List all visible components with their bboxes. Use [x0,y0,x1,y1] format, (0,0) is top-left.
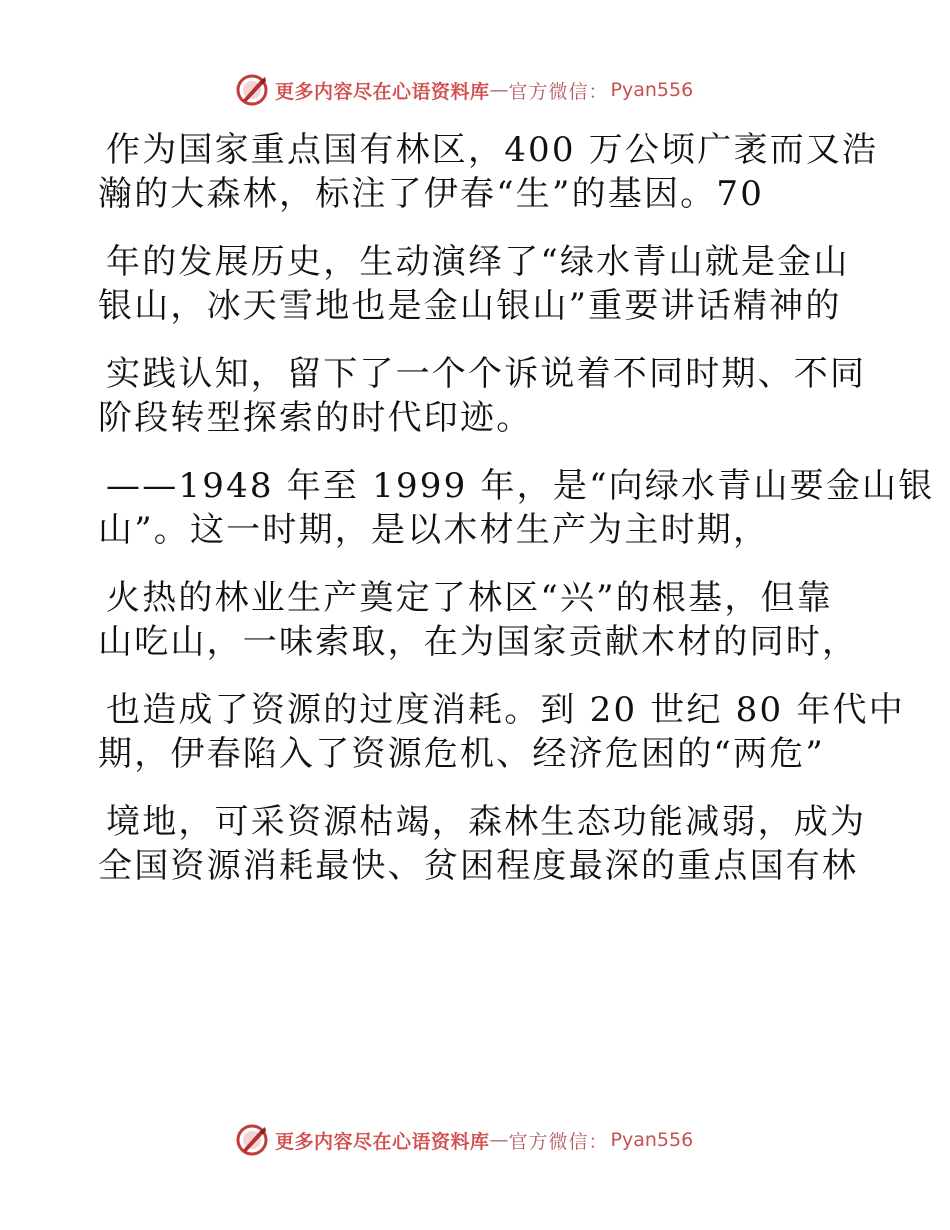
watermark-dash: — [489,79,509,101]
watermark-text: 更多内容尽在心语资料库 [275,1130,490,1153]
paragraph-7-line-2: 全国资源消耗最快、贫困程度最深的重点国有林 [98,846,859,886]
watermark-dash: — [489,1129,509,1151]
paragraph-5-line-1: 火热的林业生产奠定了林区“兴”的根基，但靠 [106,578,833,618]
paragraph-2-line-1: 年的发展历史，生动演绎了“绿水青山就是金山 [106,242,850,282]
paragraph-1-line-2: 瀚的大森林，标注了伊春“生”的基因。70 [98,174,765,214]
watermark-wechat-id: Pyan556 [610,1129,694,1151]
watermark-wechat-id: Pyan556 [610,79,694,101]
quill-pen-logo-icon [235,73,269,107]
watermark-wechat-label: 官方微信： [508,80,609,103]
watermark-wechat-label: 官方微信： [508,1130,609,1153]
header-watermark [235,72,693,108]
paragraph-6-line-2: 期，伊春陷入了资源危机、经济危困的“两危” [98,734,825,774]
paragraph-7-line-1: 境地，可采资源枯竭，森林生态功能减弱，成为 [106,802,867,842]
paragraph-6-line-1: 也造成了资源的过度消耗。到 20 世纪 80 年代中 [106,690,905,730]
paragraph-5-line-2: 山吃山，一味索取，在为国家贡献木材的同时， [98,622,859,662]
paragraph-3-line-1: 实践认知，留下了一个个诉说着不同时期、不同 [106,354,867,394]
paragraph-3-line-2: 阶段转型探索的时代印迹。 [98,398,533,438]
footer-watermark [235,1122,693,1158]
paragraph-2-line-2: 银山，冰天雪地也是金山银山”重要讲话精神的 [98,286,842,326]
paragraph-1-line-1: 作为国家重点国有林区，400 万公顷广袤而又浩 [106,130,879,170]
document-body [98,128,935,888]
paragraph-4-line-2: 山”。这一时期，是以木材生产为主时期， [98,510,770,550]
paragraph-4-line-1: ——1948 年至 1999 年，是“向绿水青山要金山银 [106,466,935,506]
watermark-text: 更多内容尽在心语资料库 [275,80,490,103]
quill-pen-logo-icon [235,1123,269,1157]
